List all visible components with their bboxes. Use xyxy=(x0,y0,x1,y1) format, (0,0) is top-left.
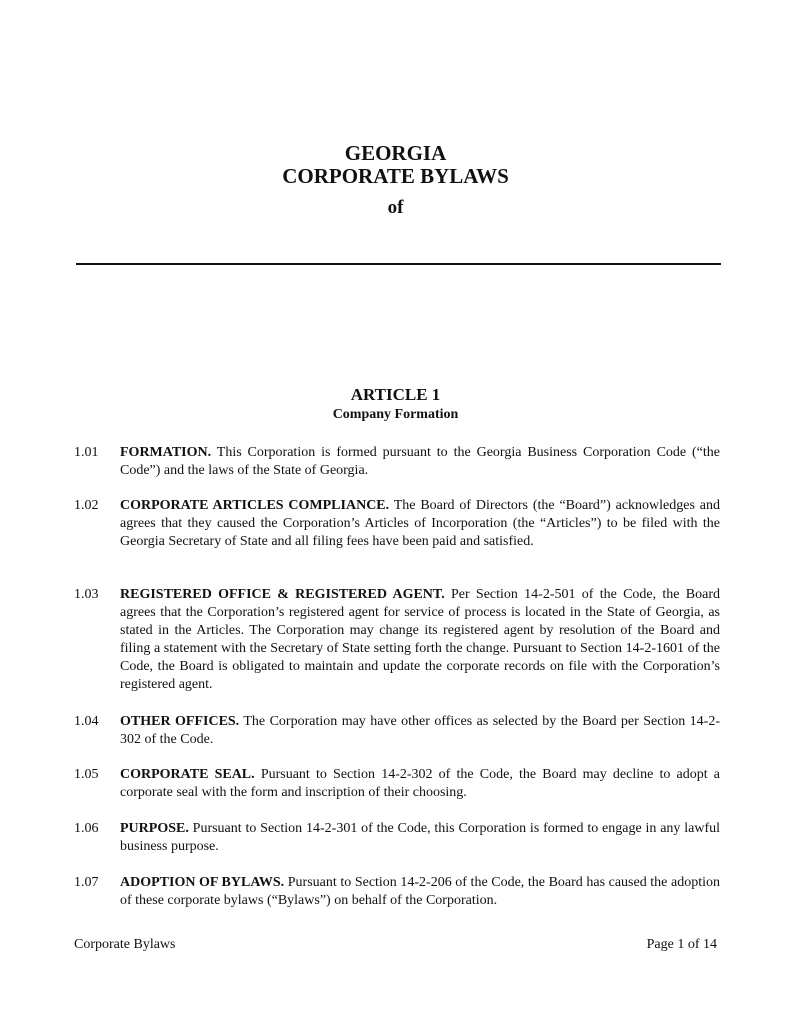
section-1-02 xyxy=(74,497,720,551)
section-text: This Corporation is formed pursuant to the Georgia Business Corporation Code (“the Code”) and the laws of the State of Georgia. xyxy=(120,445,720,478)
section-heading: FORMATION. xyxy=(120,445,212,460)
section-1-03 xyxy=(74,586,720,694)
footer-page-number: Page 1 of 14 xyxy=(646,937,717,952)
section-heading: ADOPTION OF BYLAWS. xyxy=(120,875,285,890)
section-number: 1.04 xyxy=(74,714,99,729)
section-1-04 xyxy=(74,713,720,749)
footer-document-name: Corporate Bylaws xyxy=(74,937,176,952)
section-1-01 xyxy=(74,444,720,480)
article-title: ARTICLE 1 xyxy=(350,385,441,404)
section-text: Pursuant to Section 14-2-206 of the Code, the Board has caused the adoption of these corporate bylaws (“Bylaws”) on behalf of the Corporation. xyxy=(120,875,720,908)
section-1-06 xyxy=(74,820,720,856)
section-heading: PURPOSE. xyxy=(120,821,189,836)
section-1-05 xyxy=(74,766,720,802)
section-text: The Corporation may have other offices as selected by the Board per Section 14-2-302 of the Code. xyxy=(120,714,720,747)
company-name-blank-line xyxy=(76,263,721,265)
section-text: Pursuant to Section 14-2-301 of the Code, this Corporation is formed to engage in any lawful business purpose. xyxy=(120,821,720,854)
section-heading: CORPORATE SEAL. xyxy=(120,767,255,782)
document-title: CORPORATE BYLAWS xyxy=(282,164,509,188)
section-heading: CORPORATE ARTICLES COMPLIANCE. xyxy=(120,498,390,513)
section-text: Pursuant to Section 14-2-302 of the Code, the Board may decline to adopt a corporate seal with the form and inscription of their choosing. xyxy=(120,767,721,800)
section-heading: REGISTERED OFFICE & REGISTERED AGENT. xyxy=(120,587,445,602)
section-text: Per Section 14-2-501 of the Code, the Board agrees that the Corporation’s registered agent for service of process is located in the State of Georgia, as stated in the Articles. The Corporation may change its registered agent by resolution of the Board and filing a statement with the Secretary of State setting forth the change. Pursuant to Section 14-2-1601 of the Code, the Board is obligated to maintain and update the corporate records on file with the Corporation’s registered agent. xyxy=(120,587,720,692)
section-number: 1.06 xyxy=(74,821,99,836)
section-number: 1.03 xyxy=(74,587,99,602)
article-subtitle: Company Formation xyxy=(332,407,459,422)
document-title-of: of xyxy=(387,197,404,218)
section-number: 1.02 xyxy=(74,498,99,513)
section-1-07 xyxy=(74,874,720,910)
section-text: The Board of Directors (the “Board”) acknowledges and agrees that they caused the Corporation’s Articles of Incorporation (the “Articles”) to be filed with the Georgia Secretary of State and all filing fees have been paid and satisfied. xyxy=(120,498,720,549)
document-state-title: GEORGIA xyxy=(344,141,447,165)
section-number: 1.05 xyxy=(74,767,99,782)
section-heading: OTHER OFFICES. xyxy=(120,714,240,729)
section-number: 1.01 xyxy=(74,445,99,460)
section-number: 1.07 xyxy=(74,875,99,890)
